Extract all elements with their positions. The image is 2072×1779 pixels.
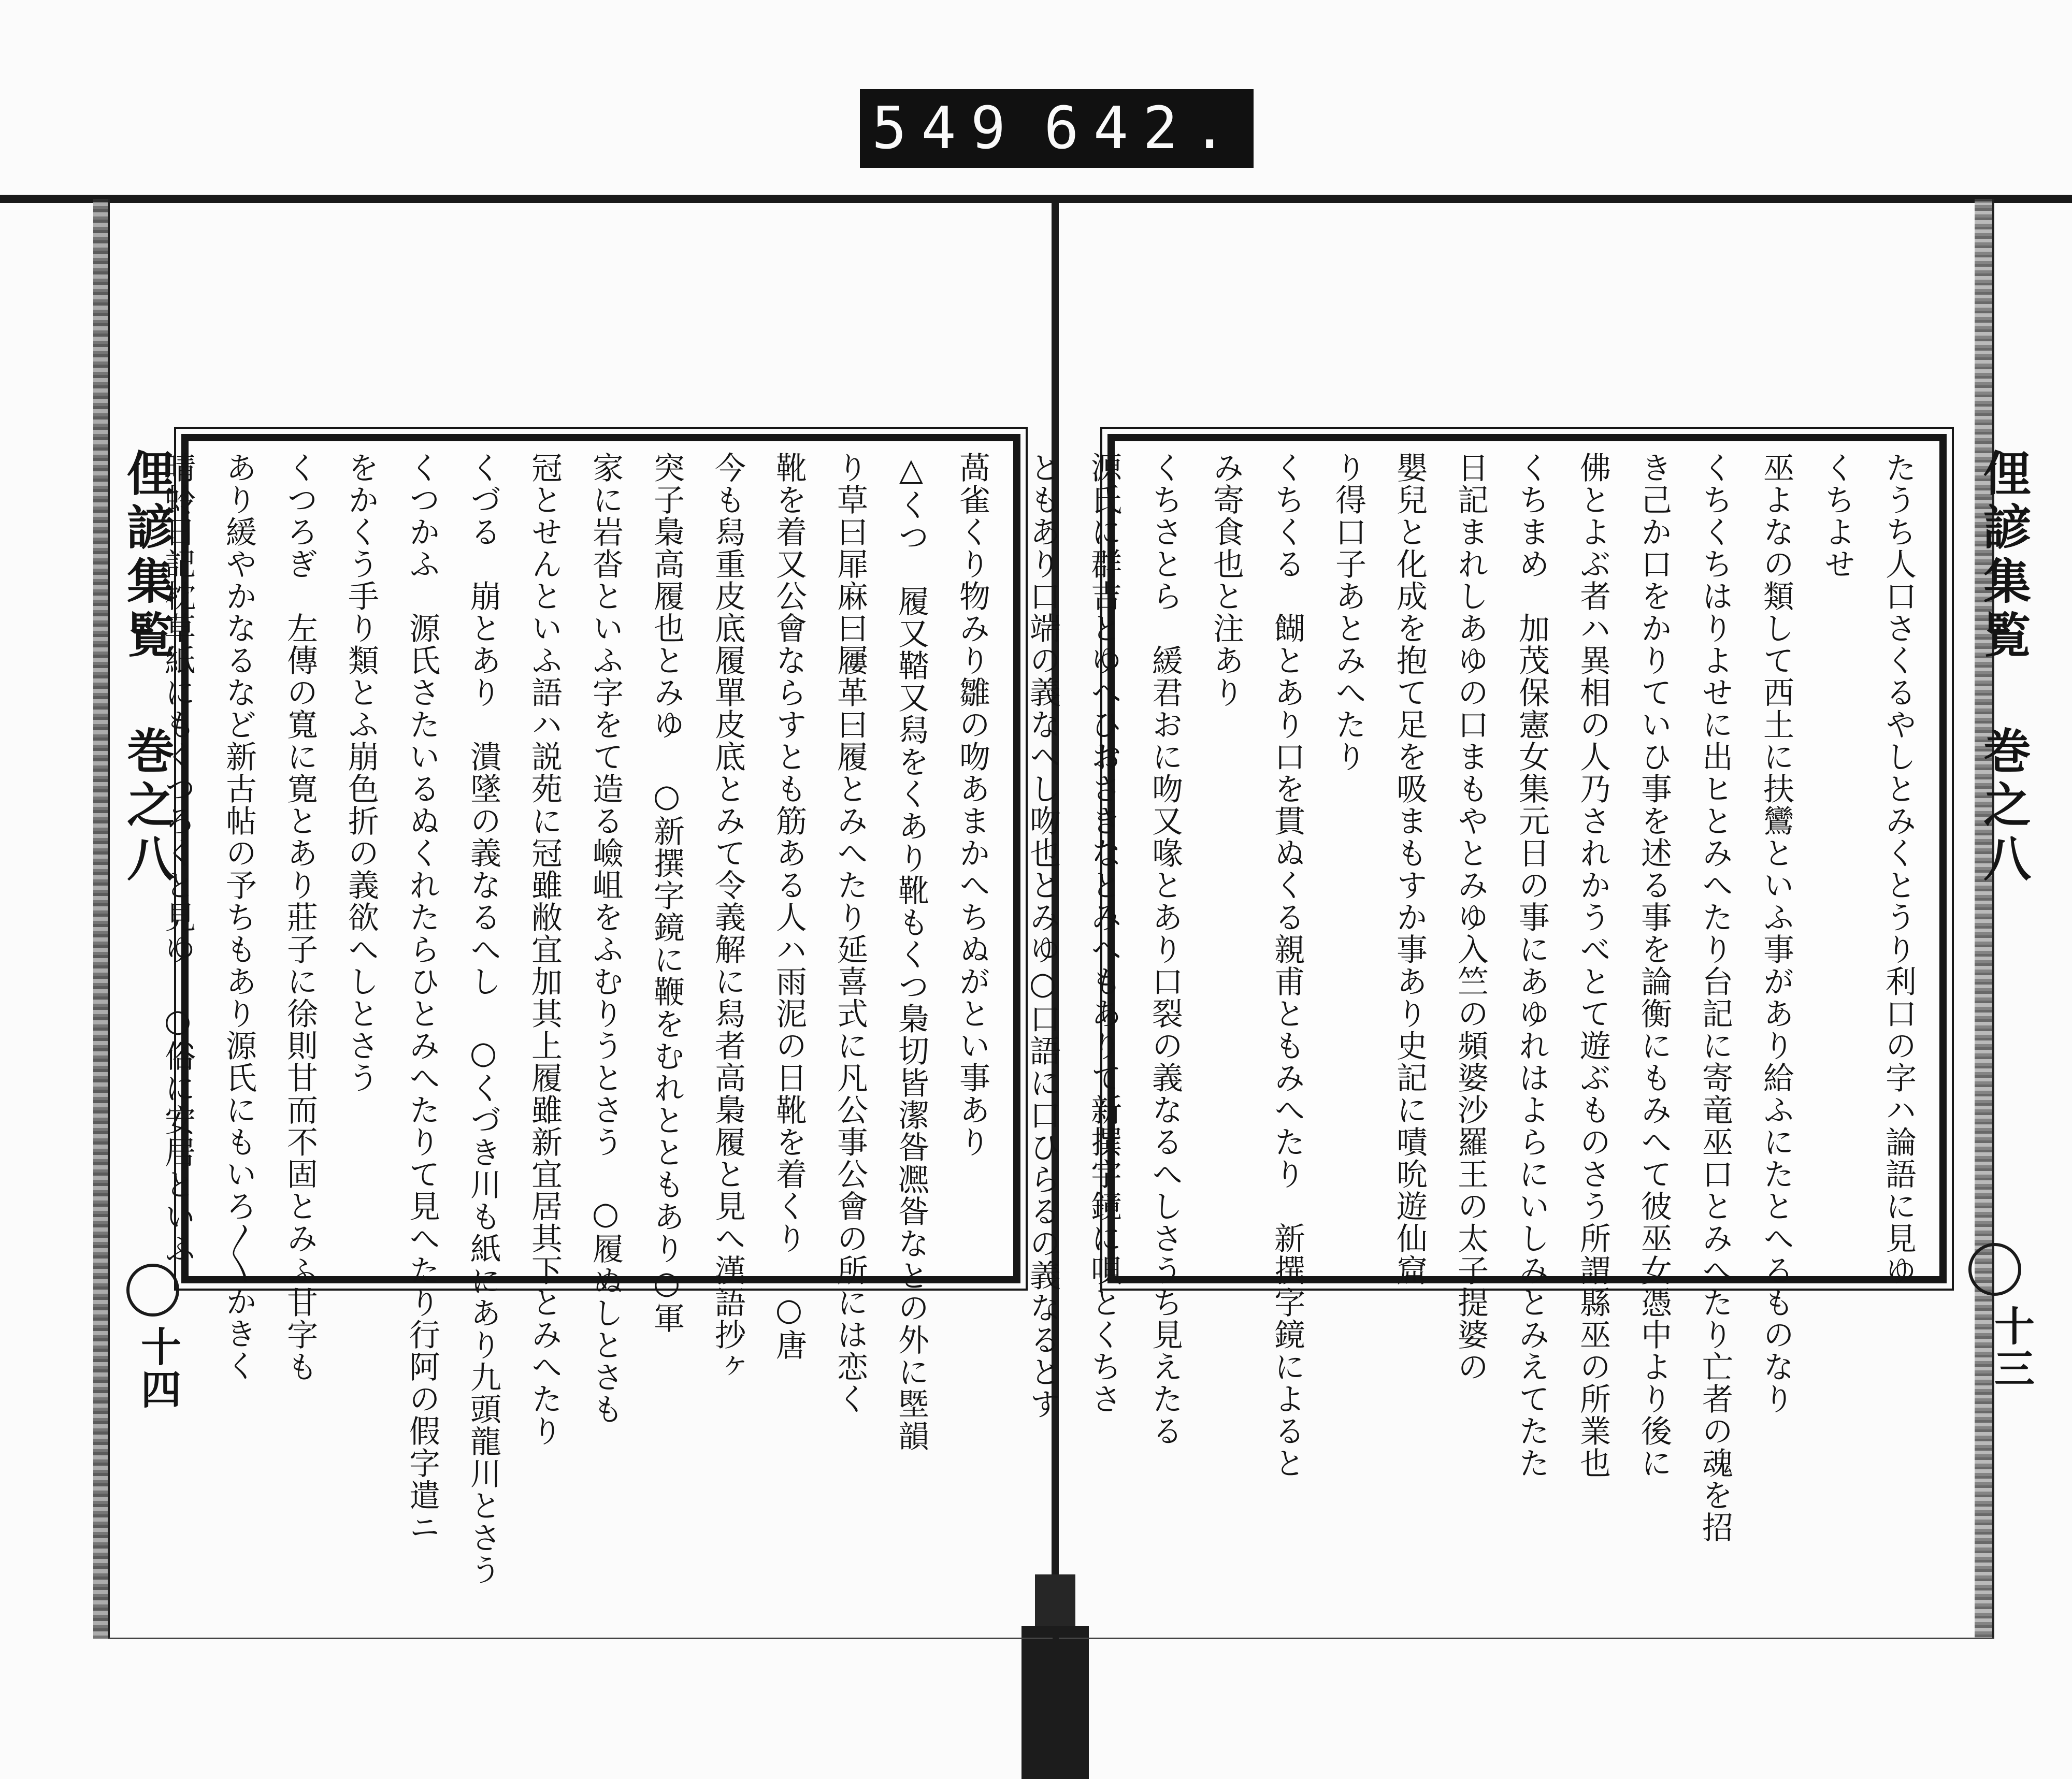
text-column: 巫よなの類して西土に扶鸞といふ事があり給ふにたとへるものなり [1758,452,1794,1415]
text-column: 冠とせんといふ語ハ説苑に冠雖敝宜加其上履雖新宜居其下とみへたり [526,452,563,1447]
right-text-panel [1025,434,1947,1543]
text-column: 家に岩沓といふ字をて造る嶮岨をふむりうとさう ○履ぬしとさも [587,452,624,1425]
left-running-head: 俚諺集覧 巻之八 [119,449,175,888]
text-column: くちまめ 加茂保憲女集元日の事にあゆれはよらにいしみとみえてたた [1514,452,1550,1479]
text-column: たうち人口さくるやしとみくとうり利口の字ハ論語に見ゆ [1880,452,1917,1286]
frame-number-left: 549 [871,95,1020,162]
left-text-columns [160,452,1003,1586]
text-column: くちくちはりよせに出ヒとみへたり台記に寄竜巫口とみへたり亡者の魂を招 [1697,452,1733,1543]
text-column: り得口子あとみへたり [1330,452,1366,773]
text-column: き己か口をかりていひ事を述る事を論衡にもみへて彼巫女憑中より後に [1636,452,1672,1479]
text-column: ともあり口端の義なへし吻也とみゆ○口語に口ひらるの義なるとす [1025,452,1061,1420]
book-top-edge [0,195,2072,203]
left-bottom-edge [108,1638,1053,1639]
text-column: 今も舄重皮底履單皮底とみて令義解に舄者高梟履と見へ漢語抄ヶ [710,452,746,1383]
right-page-edges [1975,199,1993,1639]
left-outer-rule [108,199,110,1639]
text-column: り草曰屝麻曰屨革曰履とみへたり延喜式に凡公事公會の所には恋く [832,452,868,1415]
text-column: み寄食也と注あり [1208,452,1244,708]
right-text-columns [1025,452,1929,1543]
left-folio: 十四 [134,1326,181,1411]
text-column: くつろぎ 左傳の寬に寛とあり莊子に徐則甘而不固とみふ甘字も [282,452,318,1383]
left-folio-ring [126,1264,179,1317]
text-column: くつかふ 源氏さたいるぬくれたらひとみへたりて見へたり行阿の假字遣ニ [404,452,440,1543]
text-column: くちさとら 緩君おに吻又喙とあり口裂の義なるへしさうち見えたる [1147,452,1183,1447]
text-column: 靴を着又公會ならすとも筋ある人ハ雨泥の日靴を着くり ○唐 [771,452,807,1361]
text-column: 嬰兒と化成を抱て足を吸まもすか事あり史記に嘖吮遊仙窟 [1391,452,1428,1286]
text-column: 萵雀くり物みり雛の吻あまかへちぬがとい事あり [954,452,990,1158]
text-column: 佛とよぶ者ハ異相の人乃されかうべとて遊ぶものさう所謂縣巫の所業也 [1575,452,1611,1479]
text-column: 突子梟高履也とみゆ ○新撰字鏡に鞭をむれとともあり○軍 [649,452,685,1334]
right-bottom-edge [1059,1638,1994,1639]
text-column: くちくる 餬とあり口を貫ぬくる親甫ともみへたり 新撰字鏡によると [1269,452,1305,1479]
frame-number-plate [860,89,1254,168]
left-page-edges [93,199,109,1639]
text-column: あり緩やかなるなど新古帖の予ちもあり源氏にもいろ〳〵かきく [221,452,257,1382]
text-column: くづる 崩とあり 潰墜の義なるへし ○くづき川も紙にあり九頭龍川とさう [465,452,501,1586]
text-column: をかくう手り類とふ崩色折の義欲へしとさう [343,452,379,1094]
frame-number-right: 642. [1044,95,1242,162]
spine-clamp [1021,1626,1089,1779]
text-column: 源氏に群吉とゆへひおさきなとみへもありて新撰字鏡に唄とくちさ [1086,452,1122,1415]
right-folio: 十三 [1988,1305,2035,1390]
text-column: △くつ 履又鞜又舄をくあり靴もくつ梟切皆潔昝凞昝なとの外に塈韻 [893,452,929,1452]
right-running-head: 俚諺集覧 巻之八 [1976,449,2032,888]
right-outer-rule [1992,199,1994,1639]
right-folio-ring [1968,1243,2021,1296]
left-text-panel [160,434,1020,1586]
text-column: 日記まれしあゆの口まもやとみゆ入竺の頻婆沙羅王の太子提婆の [1452,452,1489,1383]
spine-clamp-top [1035,1574,1075,1631]
text-column: 晴蛉日記枕草紙にもくつろくと見ゆ ○俗に安居といふ [160,452,196,1265]
text-column: くちよせ [1819,452,1855,580]
